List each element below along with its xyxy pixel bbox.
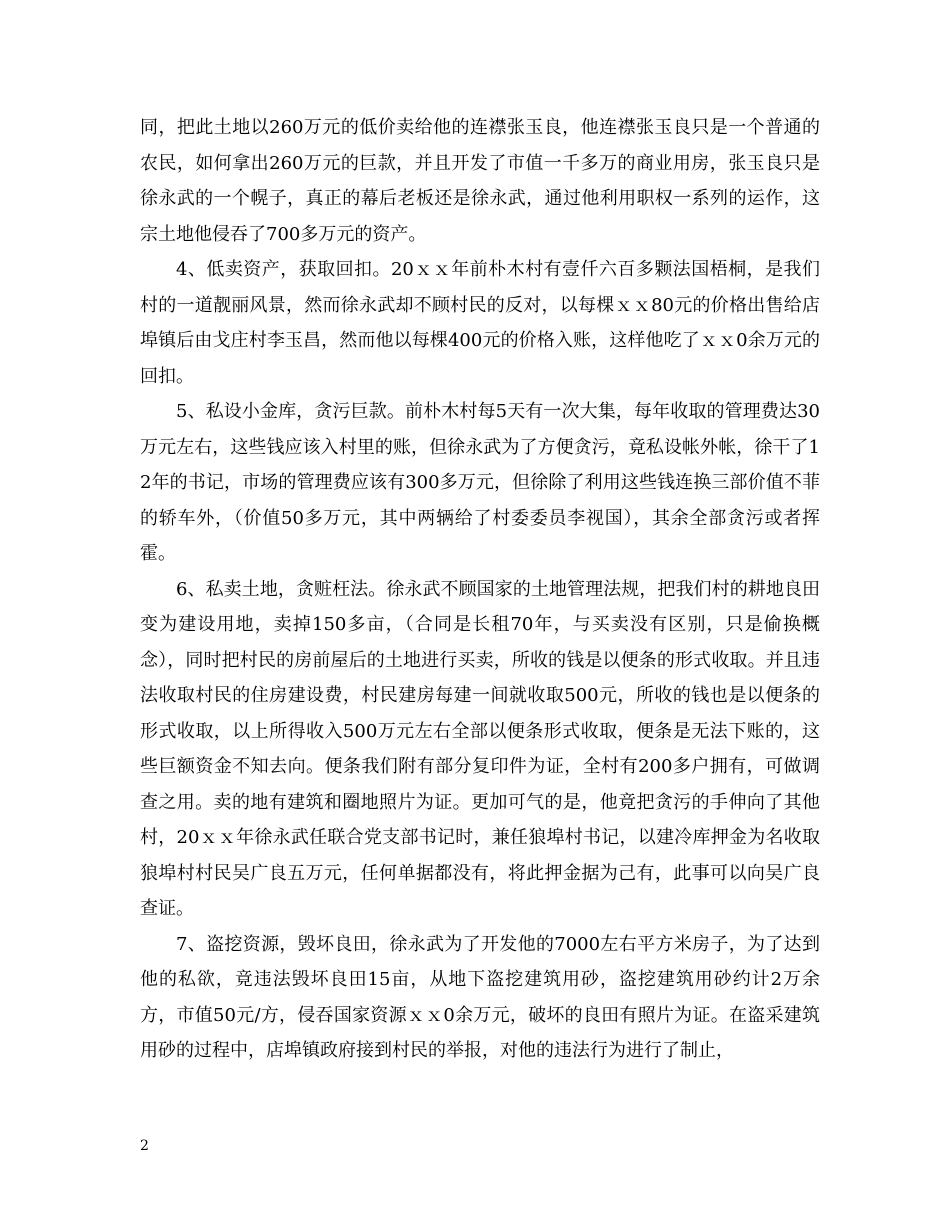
paragraph-item-6: 6、私卖土地，贪赃枉法。徐永武不顾国家的土地管理法规，把我们村的耕地良田变为建设用地，卖掉150多亩，（合同是长租70年，与买卖没有区别，只是偷换概念），同时把村民的房前屋后的土地进行买卖，所收的钱是以便条的形式收取。并且违法收取村民的住房建设费，村民建房每建一间就收取500元，所收的钱也是以便条的形式收取，以上所得收入500万元左右全部以便条形式收取，便条是无法下账的，这些巨额资金不知去向。便条我们附有部分复印件为证，全村有200多户拥有，可做调查之用。卖的地有建筑和圈地照片为证。更加可气的是，他竟把贪污的手伸向了其他村，20ｘｘ年徐永武任联合党支部书记时，兼任狼埠村书记，以建冷库押金为名收取狼埠村村民吴广良五万元，任何单据都没有，将此押金据为己有，此事可以向吴广良查证。: [140, 578, 820, 919]
paragraph-item-4: 4、低卖资产，获取回扣。20ｘｘ年前朴木村有壹仟六百多颗法国梧桐，是我们村的一道靓丽风景，然而徐永武却不顾村民的反对，以每棵ｘｘ80元的价格出售给店埠镇后由戈庄村李玉昌，然而他以每棵400元的价格入账，这样他吃了ｘｘ0余万元的回扣。: [140, 259, 820, 387]
page-number: 2: [140, 1138, 149, 1154]
paragraph-item-7: 7、盗挖资源，毁坏良田，徐永武为了开发他的7000左右平方米房子，为了达到他的私欲，竟违法毁坏良田15亩，从地下盗挖建筑用砂，盗挖建筑用砂约计2万余方，市值50元/方，侵吞国家资源ｘｘ0余万元，破坏的良田有照片为证。在盗采建筑用砂的过程中，店埠镇政府接到村民的举报，对他的违法行为进行了制止，: [140, 933, 820, 1061]
paragraph-item-5: 5、私设小金库，贪污巨款。前朴木村每5天有一次大集，每年收取的管理费达30万元左右，这些钱应该入村里的账，但徐永武为了方便贪污，竟私设帐外帐，徐干了12年的书记，市场的管理费应该有300多万元，但徐除了利用这些钱连换三部价值不菲的轿车外，（价值50多万元，其中两辆给了村委委员李视国），其余全部贪污或者挥霍。: [140, 401, 820, 564]
body-text: [140, 110, 820, 1069]
paragraph-continuation: 同，把此土地以260万元的低价卖给他的连襟张玉良，他连襟张玉良只是一个普通的农民，如何拿出260万元的巨款，并且开发了市值一千多万的商业用房，张玉良只是徐永武的一个幌子，真正的幕后老板还是徐永武，通过他利用职权一系列的运作，这宗土地他侵吞了700多万元的资产。: [140, 117, 820, 245]
